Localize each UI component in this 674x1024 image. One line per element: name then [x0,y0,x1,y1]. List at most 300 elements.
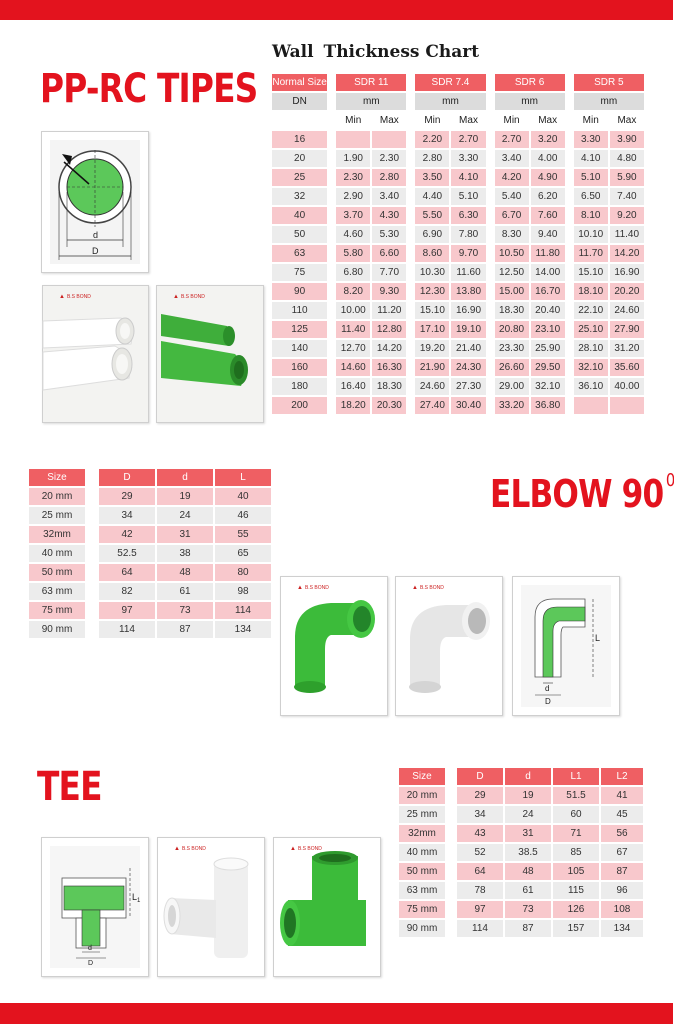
value-cell: 34 [99,507,155,524]
value-cell: 3.30 [451,150,485,167]
value-cell: 10.50 [495,245,529,262]
value-cell: 19 [157,488,213,505]
tee-col-D: D [457,768,503,785]
value-cell: 27.90 [610,321,644,338]
value-cell: 7.60 [531,207,565,224]
value-cell: 12.70 [336,340,370,357]
value-cell: 29.00 [495,378,529,395]
value-cell: 29 [99,488,155,505]
min-label: Min [503,115,520,126]
elbow-diagram [512,576,620,716]
value-cell: 41 [601,787,643,804]
value-cell: 5.30 [372,226,406,243]
elbow-table [27,467,273,640]
value-cell: 24.60 [415,378,449,395]
size-cell: 50 mm [29,564,85,581]
size-cell: 75 [272,264,327,281]
value-cell: 3.90 [610,131,644,148]
table-row [272,321,644,338]
white-pipe-image [43,286,148,422]
table-row [272,359,644,376]
value-cell: 80 [215,564,271,581]
value-cell: 16.90 [610,264,644,281]
tee-col-L2: L2 [601,768,643,785]
value-cell: 29 [457,787,503,804]
tee-diagram-label-D: D [88,960,94,967]
table-row [29,602,271,619]
brand-logo: ▲ B.S BOND [412,585,444,591]
value-cell [574,397,608,414]
value-cell: 2.80 [415,150,449,167]
value-cell: 25.90 [531,340,565,357]
tee-diagram-drawing [42,838,148,976]
size-cell: 50 mm [399,863,445,880]
brand-logo: ▲ B.S BOND [173,294,205,300]
size-cell: 40 [272,207,327,224]
table-row [272,131,644,148]
value-cell: 6.70 [495,207,529,224]
value-cell: 115 [553,882,599,899]
value-cell: 87 [157,621,213,638]
value-cell: 78 [457,882,503,899]
white-elbow-photo [395,576,503,716]
value-cell: 45 [601,806,643,823]
size-cell: 20 mm [29,488,85,505]
value-cell: 24.60 [610,302,644,319]
table-row [399,825,643,842]
value-cell: 19.20 [415,340,449,357]
value-cell: 46 [215,507,271,524]
value-cell: 18.20 [336,397,370,414]
value-cell: 15.10 [574,264,608,281]
value-cell: 2.70 [495,131,529,148]
value-cell: 19.10 [451,321,485,338]
value-cell: 87 [505,920,551,937]
value-cell: 126 [553,901,599,918]
elbow-title-degree: 0 [665,470,674,491]
value-cell [610,397,644,414]
value-cell: 9.30 [372,283,406,300]
value-cell: 5.90 [610,169,644,186]
value-cell: 11.80 [531,245,565,262]
group-header: SDR 6 [495,74,565,91]
value-cell: 17.10 [415,321,449,338]
value-cell: 3.70 [336,207,370,224]
value-cell: 23.30 [495,340,529,357]
value-cell: 85 [553,844,599,861]
value-cell: 12.30 [415,283,449,300]
value-cell [336,131,370,148]
value-cell: 16.70 [531,283,565,300]
unit-label: mm [574,93,644,110]
table-row [399,882,643,899]
value-cell: 38.5 [505,844,551,861]
size-cell: 25 mm [29,507,85,524]
table-row [399,920,643,937]
size-cell: 160 [272,359,327,376]
pipe-section-drawing [42,132,148,272]
value-cell: 8.20 [336,283,370,300]
value-cell: 108 [601,901,643,918]
value-cell: 33.20 [495,397,529,414]
table-row [29,488,271,505]
wall-chart-title-word1: Wall [272,42,314,62]
size-cell: 63 mm [29,583,85,600]
value-cell: 31 [505,825,551,842]
elbow-col-L: L [215,469,271,486]
table-row [272,150,644,167]
value-cell: 3.50 [415,169,449,186]
table-row [272,397,644,414]
white-pipe-photo [42,285,149,423]
value-cell: 134 [215,621,271,638]
value-cell: 34 [457,806,503,823]
size-cell: 16 [272,131,327,148]
value-cell: 3.20 [531,131,565,148]
value-cell: 3.30 [574,131,608,148]
value-cell: 28.10 [574,340,608,357]
value-cell: 27.30 [451,378,485,395]
value-cell: 12.50 [495,264,529,281]
table-row [272,378,644,395]
value-cell: 36.80 [531,397,565,414]
table-row [29,545,271,562]
tee-table-body [399,787,643,937]
value-cell: 48 [157,564,213,581]
value-cell: 51.5 [553,787,599,804]
value-cell: 114 [457,920,503,937]
value-cell: 2.80 [372,169,406,186]
size-cell: 90 [272,283,327,300]
max-label: Max [379,115,399,126]
size-cell: 20 mm [399,787,445,804]
value-cell: 18.30 [495,302,529,319]
value-cell: 4.20 [495,169,529,186]
value-cell: 16.40 [336,378,370,395]
value-cell: 6.60 [372,245,406,262]
group-header: SDR 11 [336,74,406,91]
value-cell: 24 [157,507,213,524]
brand-logo: ▲ B.S BOND [297,585,329,591]
wall-table-body [272,131,644,414]
value-cell: 21.40 [451,340,485,357]
value-cell: 38 [157,545,213,562]
tee-diagram-label-L1: $L_1$ [132,892,141,904]
value-cell: 5.80 [336,245,370,262]
value-cell: 11.70 [574,245,608,262]
green-tee-photo [273,837,381,977]
size-cell: 20 [272,150,327,167]
value-cell: 30.40 [451,397,485,414]
value-cell: 87 [601,863,643,880]
value-cell: 73 [505,901,551,918]
value-cell: 4.30 [372,207,406,224]
table-row [272,207,644,224]
value-cell: 9.20 [610,207,644,224]
value-cell: 24 [505,806,551,823]
value-cell: 2.90 [336,188,370,205]
value-cell: 61 [157,583,213,600]
tee-table [397,766,645,939]
value-cell: 5.10 [451,188,485,205]
elbow-diagram-label-d: d [545,684,550,693]
elbow-col-D: D [99,469,155,486]
size-cell: 25 mm [399,806,445,823]
value-cell: 3.40 [495,150,529,167]
value-cell: 2.20 [415,131,449,148]
value-cell: 20.30 [372,397,406,414]
col-dn: DN [272,93,327,110]
brand-logo: ▲ B.S BOND [174,846,206,852]
value-cell: 82 [99,583,155,600]
table-row [399,787,643,804]
pipes-title: PP-RC TIPES [40,66,258,112]
value-cell: 14.20 [372,340,406,357]
value-cell: 71 [553,825,599,842]
unit-label: mm [495,93,565,110]
value-cell: 4.10 [574,150,608,167]
table-row [29,621,271,638]
elbow-diagram-label-D: D [545,697,551,706]
value-cell: 2.70 [451,131,485,148]
value-cell: 2.30 [372,150,406,167]
size-cell: 32 [272,188,327,205]
value-cell: 52.5 [99,545,155,562]
table-row [272,188,644,205]
value-cell: 65 [215,545,271,562]
brand-logo: ▲ B.S BOND [290,846,322,852]
wall-chart-title-word2: Thickness Chart [323,42,480,62]
value-cell: 11.60 [451,264,485,281]
value-cell: 98 [215,583,271,600]
value-cell: 14.60 [336,359,370,376]
value-cell: 64 [99,564,155,581]
value-cell: 23.10 [531,321,565,338]
value-cell: 19 [505,787,551,804]
size-cell: 90 mm [29,621,85,638]
value-cell: 43 [457,825,503,842]
table-row [399,844,643,861]
value-cell: 31.20 [610,340,644,357]
value-cell: 6.90 [415,226,449,243]
max-label: Max [459,115,478,126]
table-row [272,226,644,243]
table-row [29,583,271,600]
wall-thickness-table [270,72,646,416]
green-elbow-image [281,577,387,715]
value-cell: 96 [601,882,643,899]
value-cell: 5.50 [415,207,449,224]
value-cell: 6.80 [336,264,370,281]
max-label: Max [617,115,637,126]
size-cell: 63 [272,245,327,262]
value-cell: 60 [553,806,599,823]
value-cell: 105 [553,863,599,880]
value-cell: 67 [601,844,643,861]
value-cell: 9.70 [451,245,485,262]
group-header: SDR 5 [574,74,644,91]
white-elbow-image [396,577,502,715]
value-cell: 18.10 [574,283,608,300]
value-cell: 56 [601,825,643,842]
value-cell: 18.30 [372,378,406,395]
value-cell: 42 [99,526,155,543]
top-red-bar [0,0,673,20]
min-label: Min [345,115,362,126]
value-cell: 134 [601,920,643,937]
value-cell: 5.40 [495,188,529,205]
tee-col-size: Size [399,768,445,785]
value-cell: 157 [553,920,599,937]
value-cell: 13.80 [451,283,485,300]
value-cell: 35.60 [610,359,644,376]
value-cell: 6.20 [531,188,565,205]
value-cell: 4.90 [531,169,565,186]
value-cell: 20.40 [531,302,565,319]
bottom-red-bar [0,1003,673,1024]
value-cell: 16.30 [372,359,406,376]
size-cell: 40 mm [29,545,85,562]
value-cell: 26.60 [495,359,529,376]
value-cell: 8.10 [574,207,608,224]
value-cell: 4.10 [451,169,485,186]
value-cell [372,131,406,148]
value-cell: 97 [457,901,503,918]
value-cell: 4.60 [336,226,370,243]
elbow-table-body [29,488,271,638]
value-cell: 4.40 [415,188,449,205]
green-tee-image [274,838,380,976]
value-cell: 14.00 [531,264,565,281]
value-cell: 10.30 [415,264,449,281]
tee-col-L1: L1 [553,768,599,785]
tee-diagram [41,837,149,977]
value-cell: 36.10 [574,378,608,395]
table-row [272,245,644,262]
green-elbow-photo [280,576,388,716]
value-cell: 64 [457,863,503,880]
green-pipe-image [157,286,263,422]
value-cell: 11.40 [610,226,644,243]
green-pipe-photo [156,285,264,423]
tee-diagram-label-d: d [88,945,92,952]
table-row [399,806,643,823]
value-cell: 7.70 [372,264,406,281]
elbow-diagram-drawing [513,577,619,715]
brand-logo: ▲ B.S BOND [59,294,91,300]
size-cell: 110 [272,302,327,319]
unit-label: mm [415,93,485,110]
value-cell: 27.40 [415,397,449,414]
elbow-col-d: d [157,469,213,486]
value-cell: 8.60 [415,245,449,262]
white-tee-image [158,838,264,976]
value-cell: 97 [99,602,155,619]
size-cell: 25 [272,169,327,186]
value-cell: 114 [215,602,271,619]
size-cell: 125 [272,321,327,338]
value-cell: 4.80 [610,150,644,167]
size-cell: 90 mm [399,920,445,937]
table-row [272,340,644,357]
size-cell: 75 mm [29,602,85,619]
value-cell: 4.00 [531,150,565,167]
value-cell: 1.90 [336,150,370,167]
table-row [272,302,644,319]
wall-chart-title [272,42,489,62]
value-cell: 10.10 [574,226,608,243]
value-cell: 9.40 [531,226,565,243]
value-cell: 11.40 [336,321,370,338]
unit-label: mm [336,93,406,110]
value-cell: 20.20 [610,283,644,300]
value-cell: 22.10 [574,302,608,319]
value-cell: 16.90 [451,302,485,319]
value-cell: 25.10 [574,321,608,338]
diagram-label-D: D [92,246,99,256]
value-cell: 24.30 [451,359,485,376]
value-cell: 15.10 [415,302,449,319]
size-cell: 40 mm [399,844,445,861]
table-row [272,169,644,186]
value-cell: 21.90 [415,359,449,376]
value-cell: 29.50 [531,359,565,376]
value-cell: 15.00 [495,283,529,300]
white-tee-photo [157,837,265,977]
value-cell: 114 [99,621,155,638]
value-cell: 12.80 [372,321,406,338]
group-header: SDR 7.4 [415,74,485,91]
size-cell: 63 mm [399,882,445,899]
value-cell: 6.50 [574,188,608,205]
table-row [29,564,271,581]
value-cell: 55 [215,526,271,543]
min-label: Min [582,115,599,126]
value-cell: 14.20 [610,245,644,262]
value-cell: 8.30 [495,226,529,243]
elbow-title [490,472,674,516]
value-cell: 52 [457,844,503,861]
value-cell: 61 [505,882,551,899]
value-cell: 32.10 [531,378,565,395]
size-cell: 180 [272,378,327,395]
table-row [29,526,271,543]
size-cell: 200 [272,397,327,414]
size-cell: 140 [272,340,327,357]
size-cell: 32mm [399,825,445,842]
size-cell: 50 [272,226,327,243]
elbow-diagram-label-L: L [595,633,601,643]
table-row [399,863,643,880]
value-cell: 32.10 [574,359,608,376]
value-cell: 20.80 [495,321,529,338]
value-cell: 40 [215,488,271,505]
table-row [272,283,644,300]
value-cell: 11.20 [372,302,406,319]
col-normal-size: Normal Size [272,74,327,91]
size-cell: 75 mm [399,901,445,918]
tee-col-d: d [505,768,551,785]
elbow-col-size: Size [29,469,85,486]
value-cell: 73 [157,602,213,619]
table-row [272,264,644,281]
tee-title: TEE [37,764,102,810]
value-cell: 6.30 [451,207,485,224]
size-cell: 32mm [29,526,85,543]
value-cell: 7.40 [610,188,644,205]
value-cell: 5.10 [574,169,608,186]
diagram-label-d: d [93,230,99,240]
